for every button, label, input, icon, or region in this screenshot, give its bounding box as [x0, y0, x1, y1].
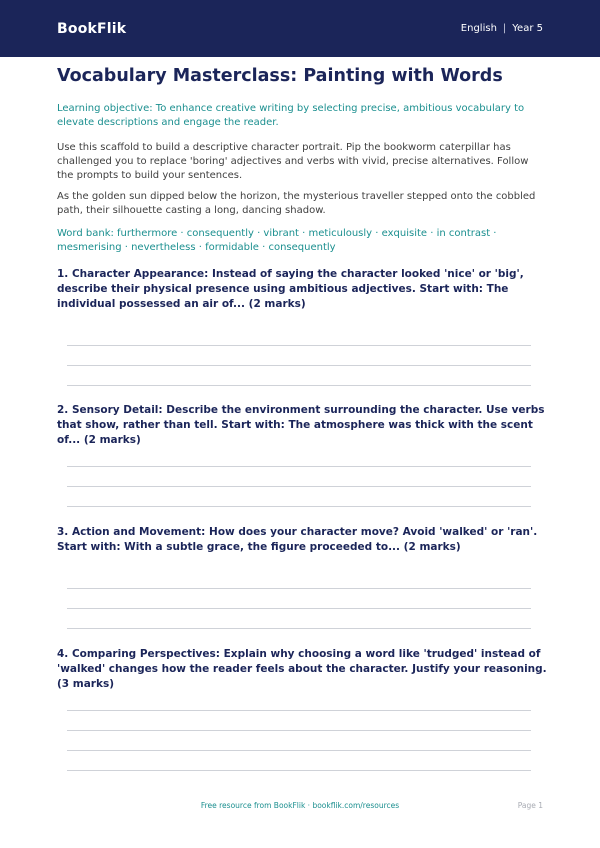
example-sentence: As the golden sun dipped below the horizon, the mysterious traveller stepped onto the cobbled path, their silhouette casting a long, dancing shadow. — [57, 191, 536, 216]
answer-line[interactable] — [67, 750, 531, 751]
subject-label: English — [460, 23, 497, 34]
question-4: 4. Comparing Perspectives: Explain why choosing a word like 'trudged' instead of 'walked' changes how the reader feels about the character. Justify your reasoning. (3 marks) — [57, 648, 547, 690]
word-bank: Word bank: furthermore · consequently · vibrant · meticulously · exquisite · in contrast · mesmerising · nevertheless · formidable · consequently — [57, 228, 497, 253]
meta-separator: | — [502, 23, 507, 34]
question-1: 1. Character Appearance: Instead of saying the character looked 'nice' or 'big', describe their physical presence using ambitious adjectives. Start with: The individual possessed an air of... (2 marks) — [57, 268, 524, 310]
intro-paragraph: Use this scaffold to build a descriptive character portrait. Pip the bookworm caterpillar has challenged you to replace 'boring' adjectives and verbs with vivid, precise alternatives. Follow the prompts to build your sentences. — [57, 142, 529, 181]
answer-line[interactable] — [67, 385, 531, 386]
question-3: 3. Action and Movement: How does your character move? Avoid 'walked' or 'ran'. Start with: With a subtle grace, the figure proceeded to... (2 marks) — [57, 526, 538, 553]
answer-line[interactable] — [67, 730, 531, 731]
learning-objective: Learning objective: To enhance creative writing by selecting precise, ambitious vocabulary to elevate descriptions and engage the reader. — [57, 103, 525, 128]
footer-credit-link[interactable]: Free resource from BookFlik · bookflik.com/resources — [200, 801, 400, 810]
answer-line[interactable] — [67, 506, 531, 507]
header-bar — [0, 0, 600, 57]
year-label: Year 5 — [512, 23, 543, 34]
answer-line[interactable] — [67, 608, 531, 609]
page-number: Page 1 — [517, 801, 543, 810]
question-2: 2. Sensory Detail: Describe the environment surrounding the character. Use verbs that show, rather than tell. Start with: The atmosphere was thick with the scent of... (2 marks) — [57, 404, 545, 446]
answer-line[interactable] — [67, 588, 531, 589]
answer-line[interactable] — [67, 365, 531, 366]
answer-line[interactable] — [67, 628, 531, 629]
page-footer — [0, 801, 600, 815]
answer-line[interactable] — [67, 710, 531, 711]
answer-line[interactable] — [67, 466, 531, 467]
header-meta — [461, 23, 543, 34]
brand-logo-text[interactable]: BookFlik — [57, 20, 127, 37]
answer-line[interactable] — [67, 486, 531, 487]
page-title: Vocabulary Masterclass: Painting with Words — [57, 66, 503, 86]
answer-line[interactable] — [67, 770, 531, 771]
worksheet-intro — [57, 65, 543, 255]
answer-line[interactable] — [67, 345, 531, 346]
